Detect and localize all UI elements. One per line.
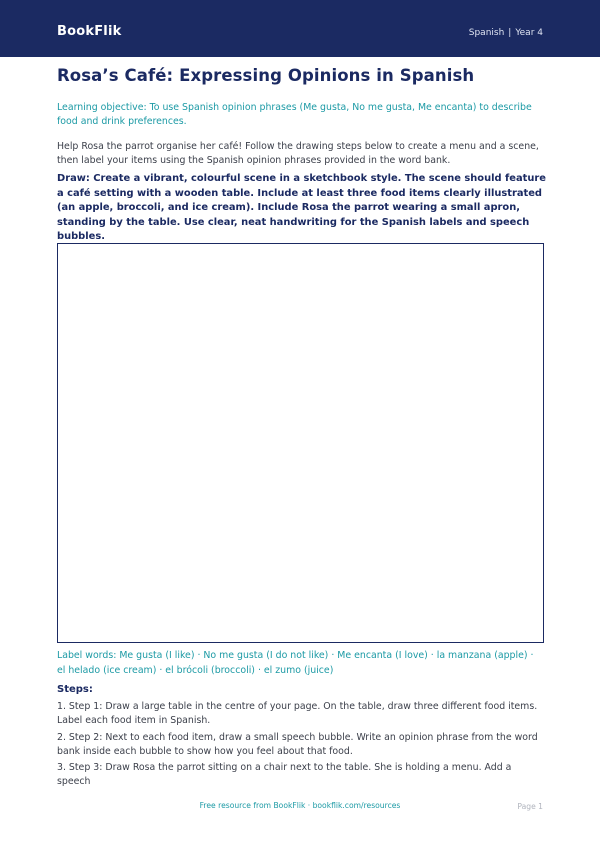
- year-label: Year 4: [515, 28, 543, 38]
- drawing-area[interactable]: [57, 243, 544, 643]
- learning-objective: Learning objective: To use Spanish opinion phrases (Me gusta, No me gusta, Me encanta) to describe food and drink preferences.: [57, 102, 532, 127]
- page-number: Page 1: [517, 802, 543, 811]
- brand-logo[interactable]: BookFlik: [57, 24, 122, 39]
- step-item: 2. Step 2: Next to each food item, draw a small speech bubble. Write an opinion phrase from the word bank inside each bubble to show how you feel about that food.: [57, 731, 538, 757]
- steps-heading: Steps:: [57, 684, 93, 695]
- label-words: Label words: Me gusta (I like) · No me gusta (I do not like) · Me encanta (I love) · la manzana (apple) · el helado (ice cream) · el brócoli (broccoli) · el zumo (juice): [57, 650, 534, 676]
- step-item: 1. Step 1: Draw a large table in the centre of your page. On the table, draw three different food items. Label each food item in Spanish.: [57, 701, 538, 727]
- steps-list: [57, 700, 547, 792]
- subject-year-label: [469, 28, 543, 38]
- worksheet-title: Rosa’s Café: Expressing Opinions in Spanish: [57, 66, 475, 85]
- header-bar: [0, 0, 600, 57]
- draw-instructions: Draw: Create a vibrant, colourful scene in a sketchbook style. The scene should feature a café setting with a wooden table. Include at least three food items clearly illustrated (an apple, broccoli, and ice cream). Include Rosa the parrot wearing a small apron, standing by the table. Use clear, neat handwriting for the Spanish labels and speech bubbles.: [57, 173, 546, 242]
- step-item: 3. Step 3: Draw Rosa the parrot sitting on a chair next to the table. She is holding a menu. Add a speech: [57, 762, 512, 788]
- footer-resource-link[interactable]: Free resource from BookFlik · bookflik.com/resources: [199, 801, 401, 810]
- separator: |: [508, 28, 512, 38]
- intro-text: Help Rosa the parrot organise her café! Follow the drawing steps below to create a menu and a scene, then label your items using the Spanish opinion phrases provided in the word bank.: [57, 141, 539, 166]
- subject-label: Spanish: [468, 28, 505, 38]
